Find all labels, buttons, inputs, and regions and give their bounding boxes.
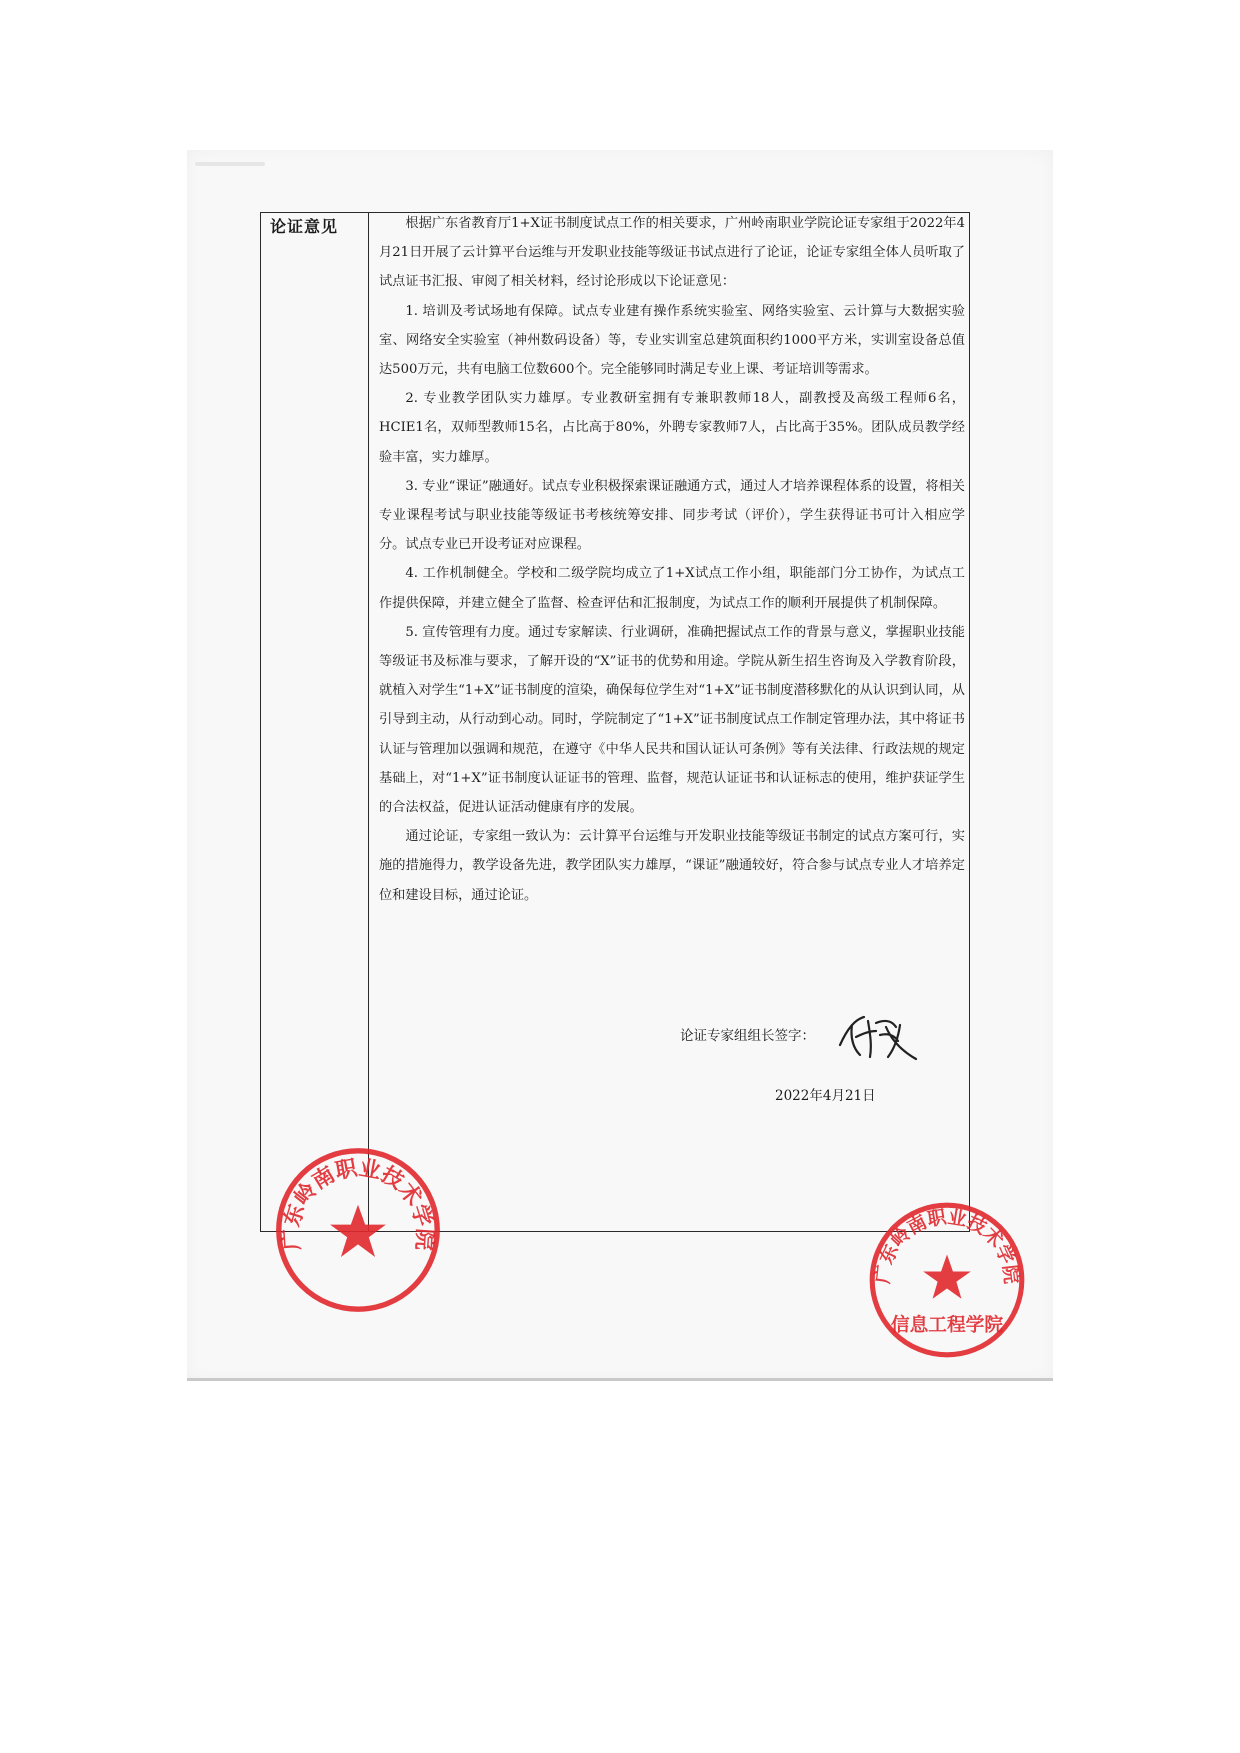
- signature-date: 2022年4月21日: [775, 1088, 876, 1104]
- svg-text:信息工程学院: 信息工程学院: [890, 1315, 1004, 1336]
- table-column-divider: [368, 212, 369, 1232]
- scan-bottom-edge: [187, 1378, 1053, 1381]
- paragraph-2: 2. 专业教学团队实力雄厚。专业教研室拥有专兼职教师18人，副教授及高级工程师6名，HCIE1名，双师型教师15名，占比高于80%，外聘专家教师7人，占比高于35%。团队成员教学经验丰富，实力雄厚。: [379, 391, 965, 465]
- opinion-label: 论证意见: [270, 217, 339, 236]
- svg-text:广东岭南职业技术学院: 广东岭南职业技术学院: [279, 1155, 437, 1251]
- handwritten-signature: [830, 1005, 930, 1065]
- right-seal: [862, 1195, 1032, 1365]
- paragraph-1: 1. 培训及考试场地有保障。试点专业建有操作系统实验室、网络实验室、云计算与大数据实验室、网络安全实验室（神州数码设备）等，专业实训室总建筑面积约1000平方米，实训室设备总值达500万元，共有电脑工位数600个。完全能够同时满足专业上课、考证培训等需求。: [379, 303, 965, 378]
- paragraph-4: 4. 工作机制健全。学校和二级学院均成立了1+X试点工作小组，职能部门分工协作，为试点工作提供保障，并建立健全了监督、检查评估和汇报制度，为试点工作的顺利开展提供了机制保障。: [379, 566, 965, 611]
- paragraph-intro: 根据广东省教育厅1+X证书制度试点工作的相关要求，广州岭南职业学院论证专家组于2022年4月21日开展了云计算平台运维与开发职业技能等级证书试点进行了论证，论证专家组全体人员听取了试点证书汇报、审阅了相关材料，经讨论形成以下论证意见：: [379, 216, 965, 290]
- left-seal: [268, 1140, 448, 1320]
- svg-text:广东岭南职业技术学院: 广东岭南职业技术学院: [872, 1207, 1022, 1285]
- signature-label: 论证专家组组长签字：: [680, 1028, 815, 1044]
- paragraph-conclusion: 通过论证，专家组一致认为：云计算平台运维与开发职业技能等级证书制定的试点方案可行，实施的措施得力，教学设备先进，教学团队实力雄厚，“课证”融通较好，符合参与试点专业人才培养定位和建设目标，通过论证。: [379, 829, 965, 903]
- paragraph-3: 3. 专业“课证”融通好。试点专业积极探索课证融通方式，通过人才培养课程体系的设置，将相关专业课程考试与职业技能等级证书考核统筹安排、同步考试（评价），学生获得证书可计入相应学分。试点专业已开设考证对应课程。: [379, 478, 965, 553]
- scan-smudge: [195, 162, 265, 166]
- opinion-content: [379, 209, 965, 910]
- paragraph-5: 5. 宣传管理有力度。通过专家解读、行业调研，准确把握试点工作的背景与意义，掌握职业技能等级证书及标准与要求，了解开设的“X”证书的优势和用途。学院从新生招生咨询及入学教育阶段，就植入对学生“1+X”证书制度的渲染，确保每位学生对“1+X”证书制度潜移默化的从认识到认同，从引导到主动，从行动到心动。同时，学院制定了“1+X”证书制度试点工作制定管理办法，其中将证书认证与管理加以强调和规范，在遵守《中华人民共和国认证认可条例》等有关法律、行政法规的规定基础上，对“1+X”证书制度认证证书的管理、监督，规范认证证书和认证标志的使用，维护获证学生的合法权益，促进认证活动健康有序的发展。: [379, 624, 965, 816]
